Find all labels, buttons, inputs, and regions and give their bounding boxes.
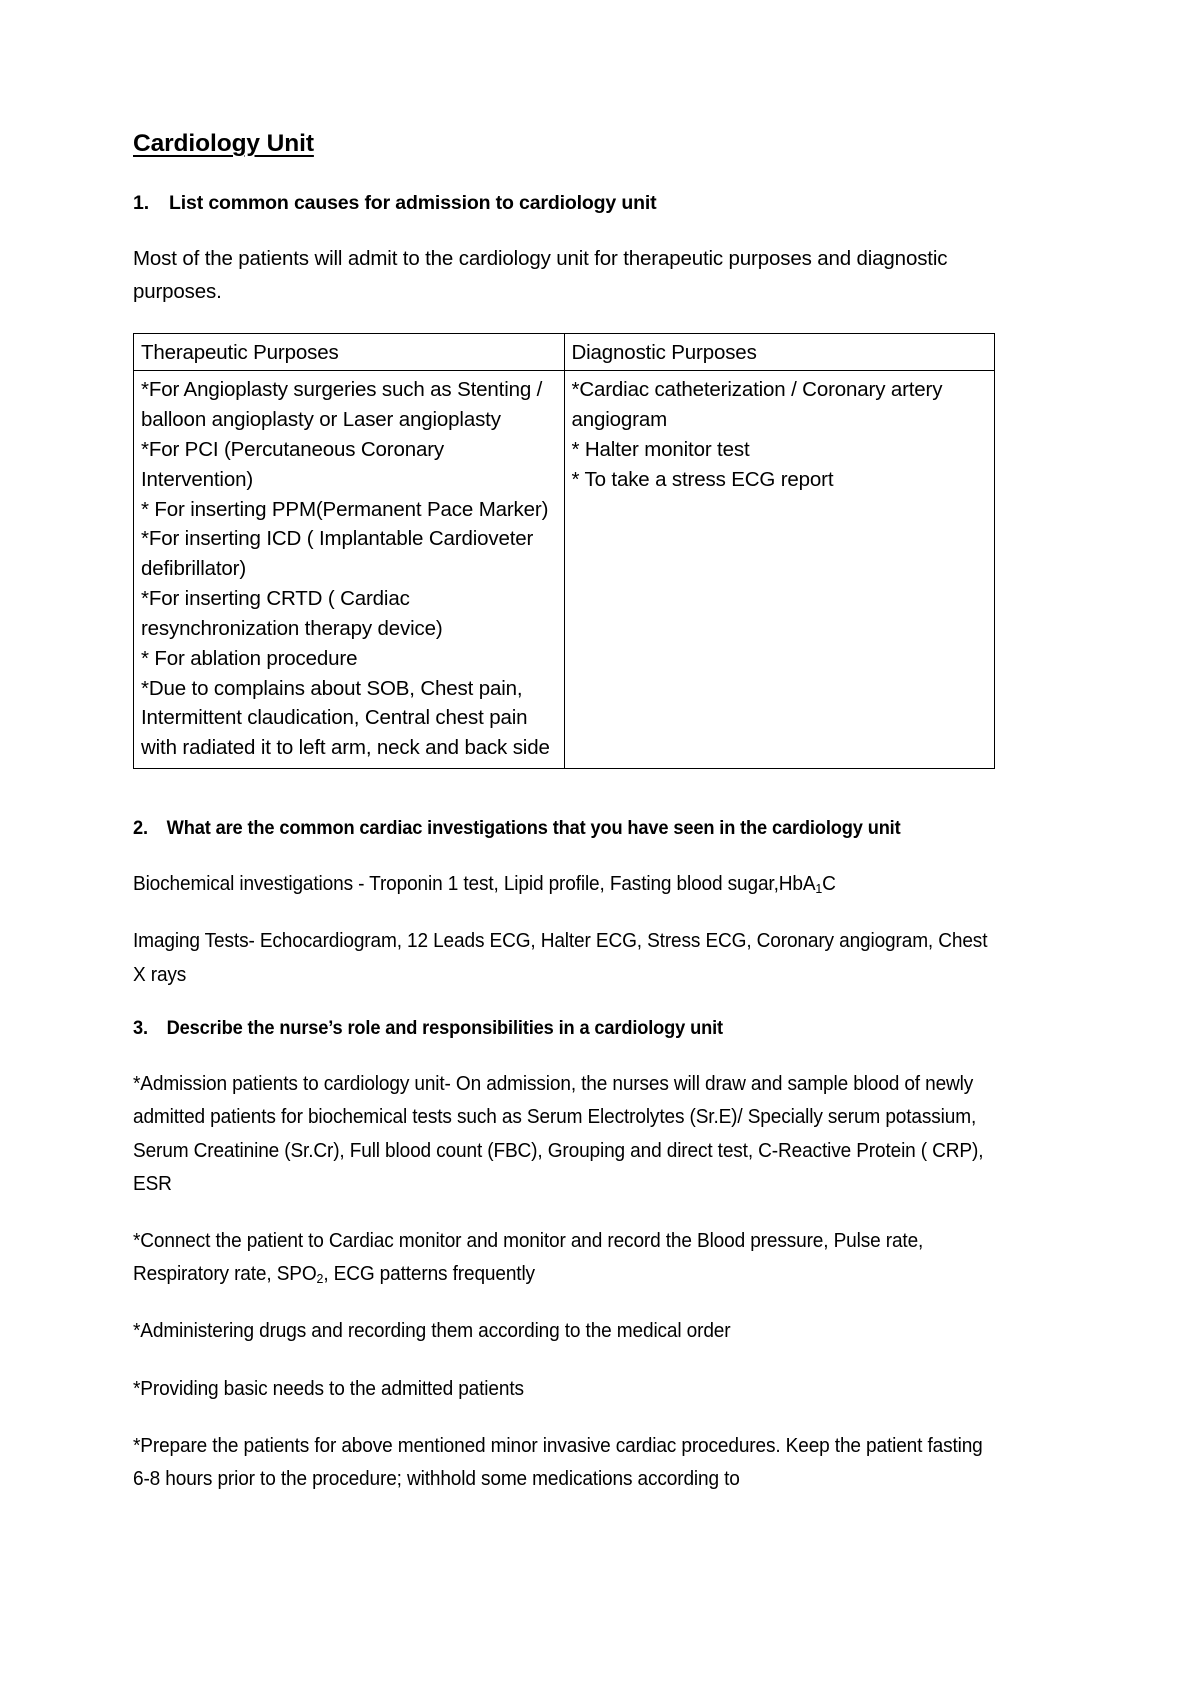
therapeutic-item: *For inserting ICD ( Implantable Cardioveter defibrillator) bbox=[141, 527, 534, 581]
question-number-2: 2. bbox=[133, 816, 148, 839]
cardiac-monitor-paragraph bbox=[133, 1224, 995, 1290]
basic-needs-paragraph: *Providing basic needs to the admitted patients bbox=[133, 1376, 524, 1400]
table-row-header bbox=[134, 333, 995, 371]
hba1c-subscript: 1 bbox=[815, 881, 823, 897]
question-heading-3 bbox=[133, 1015, 995, 1041]
diagnostic-item: *Cardiac catheterization / Coronary artery angiogram bbox=[571, 378, 943, 432]
therapeutic-item: * For ablation procedure bbox=[141, 646, 358, 670]
table-cell-therapeutic bbox=[134, 371, 565, 769]
table-header-therapeutic: Therapeutic Purposes bbox=[134, 333, 565, 371]
question-text-3: Describe the nurse’s role and responsibilities in a cardiology unit bbox=[166, 1016, 723, 1039]
admission-duties-paragraph: *Admission patients to cardiology unit- On admission, the nurses will draw and sample blood of newly admitted patients for biochemical tests such as Serum Electrolytes (Sr.E)/ Specially serum potassium, Serum Creatinine (Sr.Cr), Full blood count (FBC), Grouping and direct test, C-Reactive Protein ( CRP), ESR bbox=[133, 1072, 984, 1195]
question-text-1: List common causes for admission to cardiology unit bbox=[169, 191, 657, 214]
page-title: Cardiology Unit bbox=[133, 130, 314, 157]
question-text-2: What are the common cardiac investigations that you have seen in the cardiology unit bbox=[166, 816, 901, 839]
therapeutic-item: * For inserting PPM(Permanent Pace Marker) bbox=[141, 497, 549, 521]
biochemical-text: Biochemical investigations - Troponin 1 test, Lipid profile, Fasting blood sugar,HbA bbox=[133, 872, 816, 896]
table-row-body bbox=[134, 371, 995, 769]
cardiac-monitor-text: *Connect the patient to Cardiac monitor and monitor and record the Blood pressure, Pulse rate, Respiratory rate, SPO bbox=[133, 1228, 924, 1286]
therapeutic-item: *Due to complains about SOB, Chest pain, Intermittent claudication, Central chest pain with radiated it to left arm, neck and back side bbox=[141, 676, 550, 760]
therapeutic-item: *For inserting CRTD ( Cardiac resynchronization therapy device) bbox=[141, 587, 443, 640]
therapeutic-item: *For Angioplasty surgeries such as Stenting / balloon angioplasty or Laser angioplasty bbox=[141, 378, 543, 432]
diagnostic-item: * Halter monitor test bbox=[571, 438, 750, 461]
spo2-subscript: 2 bbox=[316, 1271, 324, 1287]
intro-paragraph: Most of the patients will admit to the cardiology unit for therapeutic purposes and diagnostic purposes. bbox=[133, 247, 948, 304]
administering-drugs-paragraph: *Administering drugs and recording them according to the medical order bbox=[133, 1319, 731, 1343]
prepare-patients-paragraph: *Prepare the patients for above mentioned minor invasive cardiac procedures. Keep the patient fasting 6-8 hours prior to the procedure; withhold some medications according to bbox=[133, 1433, 983, 1490]
question-number-3: 3. bbox=[133, 1016, 148, 1039]
therapeutic-item: *For PCI (Percutaneous Coronary Intervention) bbox=[141, 438, 444, 491]
hba1c-suffix: C bbox=[822, 872, 836, 896]
table-cell-diagnostic bbox=[564, 371, 995, 769]
biochemical-investigations-paragraph bbox=[133, 867, 995, 900]
question-number-1: 1. bbox=[133, 191, 149, 214]
purposes-table bbox=[133, 333, 995, 769]
spo2-suffix: , ECG patterns frequently bbox=[323, 1262, 535, 1286]
diagnostic-item: * To take a stress ECG report bbox=[571, 467, 834, 491]
table-header-diagnostic: Diagnostic Purposes bbox=[564, 333, 995, 371]
question-heading-2 bbox=[133, 815, 995, 841]
imaging-tests-paragraph: Imaging Tests- Echocardiogram, 12 Leads ECG, Halter ECG, Stress ECG, Coronary angiogram, Chest X rays bbox=[133, 929, 988, 986]
question-heading-1 bbox=[133, 190, 995, 216]
